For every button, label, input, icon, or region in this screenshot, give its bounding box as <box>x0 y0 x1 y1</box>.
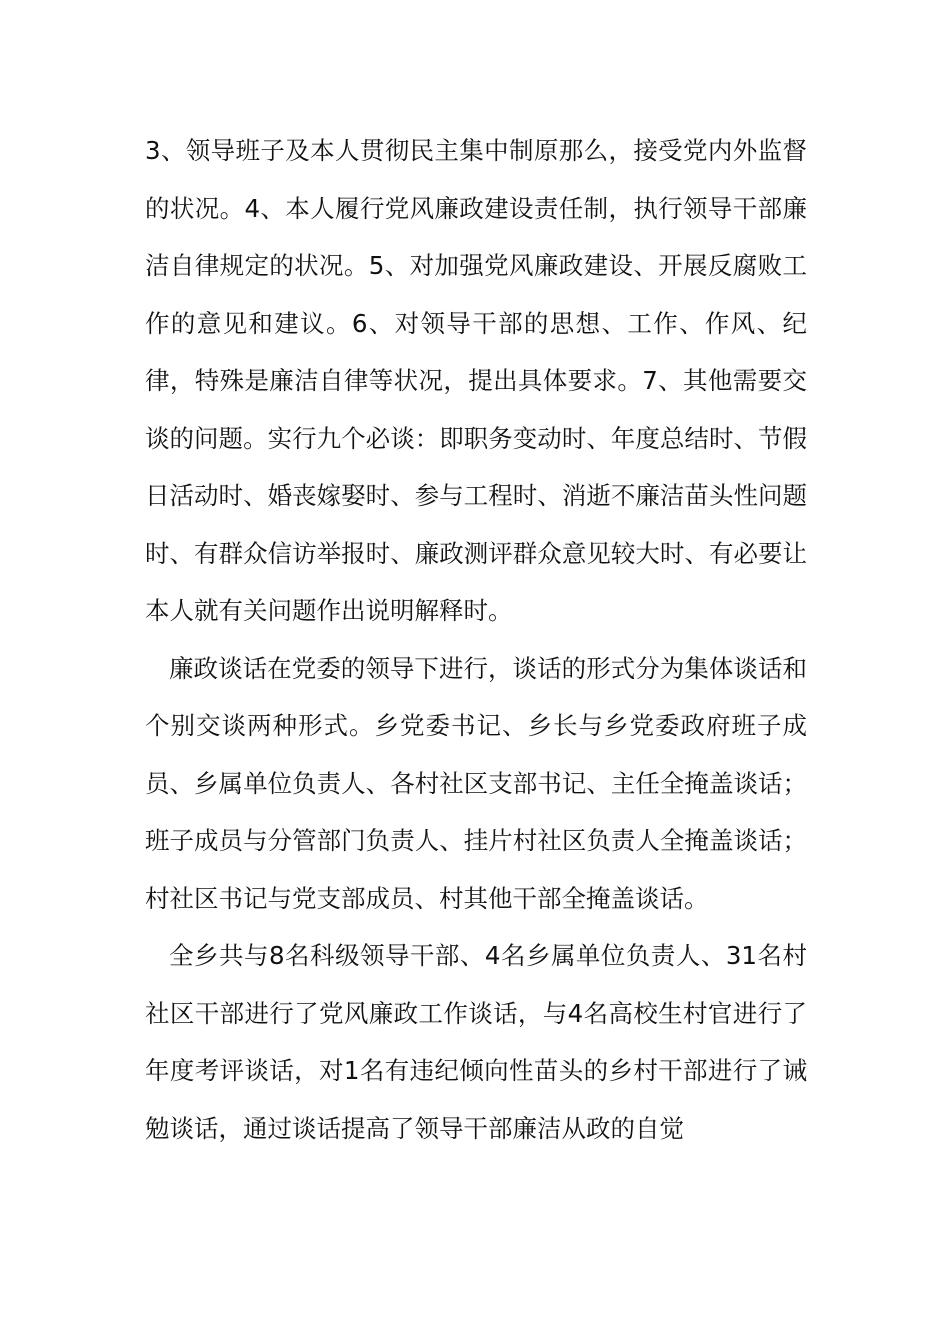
paragraph-1: 3、领导班子及本人贯彻民主集中制原那么，接受党内外监督的状况。4、本人履行党风廉政建设责任制，执行领导干部廉洁自律规定的状况。5、对加强党风廉政建设、开展反腐败工作的意见和建议。6、对领导干部的思想、工作、作风、纪律，特殊是廉洁自律等状况，提出具体要求。7、其他需要交谈的问题。实行九个必谈：即职务变动时、年度总结时、节假日活动时、婚丧嫁娶时、参与工程时、消逝不廉洁苗头性问题时、有群众信访举报时、廉政测评群众意见较大时、有必要让本人就有关问题作出说明解释时。 <box>145 136 807 625</box>
paragraph-3: 全乡共与8名科级领导干部、4名乡属单位负责人、31名村社区干部进行了党风廉政工作谈话，与4名高校生村官进行了年度考评谈话，对1名有违纪倾向性苗头的乡村干部进行了诫勉谈话，通过谈话提高了领导干部廉洁从政的自觉 <box>145 941 807 1143</box>
paragraph-2: 廉政谈话在党委的领导下进行，谈话的形式分为集体谈话和个别交谈两种形式。乡党委书记、乡长与乡党委政府班子成员、乡属单位负责人、各村社区支部书记、主任全掩盖谈话；班子成员与分管部门负责人、挂片村社区负责人全掩盖谈话；村社区书记与党支部成员、村其他干部全掩盖谈话。 <box>145 653 807 913</box>
document-body <box>145 122 807 1157</box>
